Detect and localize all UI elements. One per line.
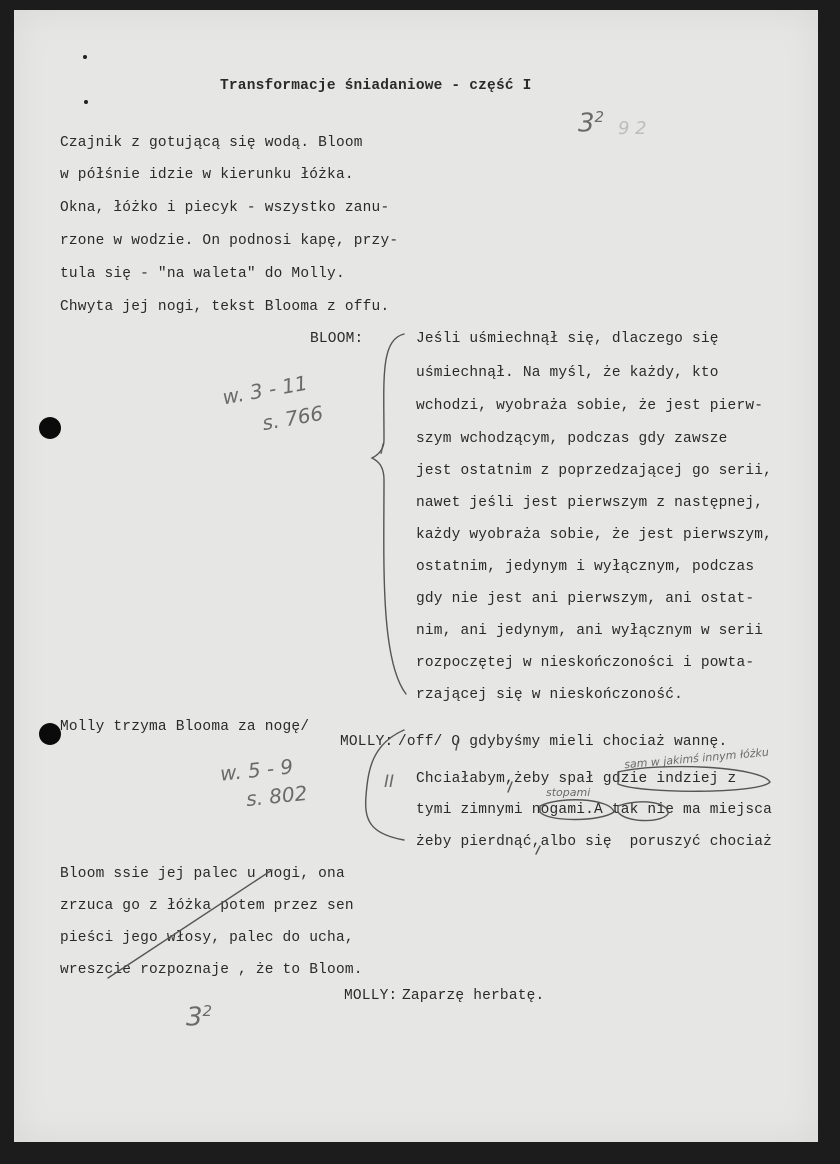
page-number-annotation: $3^2$ <box>578 108 605 139</box>
stage-direction-line: Bloom ssie jej palec u nogi, ona <box>60 866 345 882</box>
bloom-speech-line: Jeśli uśmiechnął się, dlaczego się <box>416 331 719 347</box>
roman-numeral-annotation: I <box>380 442 385 458</box>
insertion-annotation: stopami <box>546 786 591 799</box>
molly-speech-line: żeby pierdnąć,albo się poruszyć chociaż <box>416 834 773 850</box>
stage-direction-line: Okna, łóżko i piecyk - wszystko zanu- <box>60 200 390 216</box>
stage-direction-line: pieści jego włosy, palec do ucha, <box>60 930 354 946</box>
stage-direction-line: rzone w wodzie. On podnosi kapę, przy- <box>60 233 399 249</box>
bloom-speech-line: gdy nie jest ani pierwszym, ani ostat- <box>416 591 755 607</box>
molly-off-line: /off/ O gdybyśmy mieli chociaż wannę. <box>398 734 728 750</box>
reference-annotation: w. 5 - 9 <box>218 754 295 786</box>
reference-annotation: s. 802 <box>244 780 309 812</box>
punch-hole-bottom <box>39 723 61 745</box>
stage-direction-line: Molly trzyma Blooma za nogę/ <box>60 719 310 735</box>
molly-closing-line: Zaparzę herbatę. <box>402 988 545 1004</box>
roman-numeral-annotation: II <box>384 772 395 792</box>
bloom-speech-line: uśmiechnął. Na myśl, że każdy, kto <box>416 365 719 381</box>
speaker-label-molly: MOLLY: <box>340 734 394 750</box>
stage-direction-line: zrzuca go z łóżka potem przez sen <box>60 898 354 914</box>
insertion-annotation: sam w jakimś innym łóżku <box>623 745 770 772</box>
bloom-speech-line: szym wchodzącym, podczas gdy zawsze <box>416 431 728 447</box>
page-number-annotation: $3^2$ <box>186 1002 213 1033</box>
bloom-speech-line: jest ostatnim z poprzedzającej go serii, <box>416 463 773 479</box>
bloom-speech-line: ostatnim, jedynym i wyłącznym, podczas <box>416 559 755 575</box>
bloom-speech-line: nawet jeśli jest pierwszym z następnej, <box>416 495 764 511</box>
speck <box>83 55 87 59</box>
speaker-label-molly: MOLLY: <box>344 988 398 1004</box>
speaker-label-bloom: BLOOM: <box>310 331 364 347</box>
document-title: Transformacje śniadaniowe - część I <box>220 78 532 94</box>
punch-hole-top <box>39 417 61 439</box>
bloom-speech-line: nim, ani jedynym, ani wyłącznym w serii <box>416 623 764 639</box>
molly-speech-line: tymi zimnymi nogami.A tak nie ma miejsca <box>416 802 773 818</box>
stage-direction-line: Czajnik z gotującą się wodą. Bloom <box>60 135 363 151</box>
stage-direction-line: w półśnie idzie w kierunku łóżka. <box>60 167 354 183</box>
bloom-speech-line: rozpoczętej w nieskończoności i powta- <box>416 655 755 671</box>
bloom-speech-line: wchodzi, wyobraża sobie, że jest pierw- <box>416 398 764 414</box>
faint-annotation: 9 2 <box>618 118 647 139</box>
molly-speech-line: Chciałabym,żeby spał gdzie indziej z <box>416 771 737 787</box>
speck <box>84 100 88 104</box>
bloom-speech-line: rzającej się w nieskończoność. <box>416 687 684 703</box>
reference-annotation: s. 766 <box>260 400 325 436</box>
reference-annotation: w. 3 - 11 <box>220 370 310 410</box>
stage-direction-line: Chwyta jej nogi, tekst Blooma z offu. <box>60 299 390 315</box>
stage-direction-line: wreszcie rozpoznaje , że to Bloom. <box>60 962 363 978</box>
bloom-speech-line: każdy wyobraża sobie, że jest pierwszym, <box>416 527 773 543</box>
stage-direction-line: tula się - "na waleta" do Molly. <box>60 266 345 282</box>
